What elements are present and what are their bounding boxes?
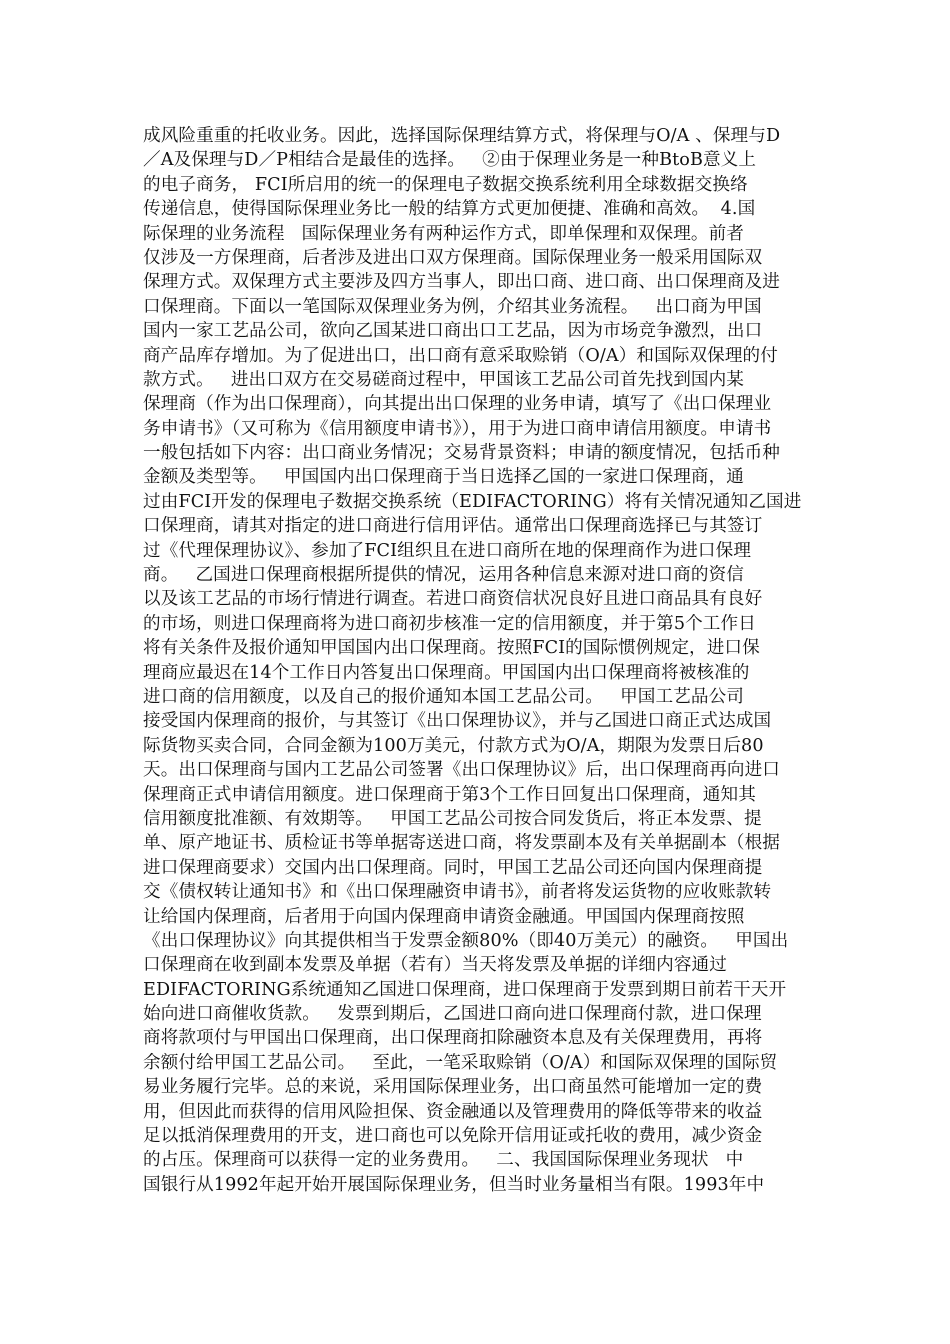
text-line: 《出口保理协议》向其提供相当于发票金额80%（即40万美元）的融资。 甲国出 [143, 930, 789, 951]
text-line: 国银行从1992年起开始开展国际保理业务，但当时业务量相当有限。1993年中 [143, 1174, 765, 1195]
text-line: 单、原产地证书、质检证书等单据寄送进口商，将发票副本及有关单据副本（根据 [143, 833, 780, 854]
text-line: 际保理的业务流程 国际保理业务有两种运作方式，即单保理和双保理。前者 [143, 223, 744, 244]
text-line: 口保理商。下面以一笔国际双保理业务为例，介绍其业务流程。 出口商为甲国 [143, 296, 762, 317]
text-line: 将有关条件及报价通知甲国国内出口保理商。按照FCI的国际惯例规定，进口保 [143, 638, 760, 659]
text-line: 余额付给甲国工艺品公司。 至此，一笔采取赊销（O/A）和国际双保理的国际贸 [143, 1052, 778, 1073]
text-line: 商产品库存增加。为了促进出口，出口商有意采取赊销（O/A）和国际双保理的付 [143, 345, 778, 366]
text-line: ／A及保理与D／P相结合是最佳的选择。 ②由于保理业务是一种BtoB意义上 [143, 150, 757, 171]
text-line: 商将款项付与甲国出口保理商，出口保理商扣除融资本息及有关保理费用，再将 [143, 1028, 763, 1049]
text-line: 过由FCI开发的保理电子数据交换系统（EDIFACTORING）将有关情况通知乙国进 [143, 491, 802, 512]
text-line: 以及该工艺品的市场行情进行调查。若进口商资信状况良好且进口商品具有良好 [143, 589, 763, 610]
text-line: 让给国内保理商，后者用于向国内保理商申请资金融通。甲国国内保理商按照 [143, 906, 745, 927]
text-line: 的电子商务， FCI所启用的统一的保理电子数据交换系统利用全球数据交换络 [143, 174, 748, 195]
text-line: 金额及类型等。 甲国国内出口保理商于当日选择乙国的一家进口保理商，通 [143, 467, 744, 488]
text-line: 接受国内保理商的报价，与其签订《出口保理协议》，并与乙国进口商正式达成国 [143, 711, 772, 732]
text-line: 易业务履行完毕。总的来说，采用国际保理业务，出口商虽然可能增加一定的费 [143, 1077, 763, 1098]
text-line: 际货物买卖合同，合同金额为100万美元，付款方式为O/A，期限为发票日后80 [143, 735, 764, 756]
text-line: 交《债权转让通知书》和《出口保理融资申请书》，前者将发运货物的应收账款转 [143, 882, 772, 903]
text-line: 口保理商，请其对指定的进口商进行信用评估。通常出口保理商选择已与其签订 [143, 516, 763, 537]
text-line: 成风险重重的托收业务。因此，选择国际保理结算方式，将保理与O/A 、保理与D [143, 126, 781, 146]
text-line: 的占压。保理商可以获得一定的业务费用。 二、我国国际保理业务现状 中 [143, 1150, 744, 1171]
text-line: 的市场，则进口保理商将为进口商初步核准一定的信用额度，并于第5个工作日 [143, 613, 756, 634]
text-line: 用，但因此而获得的信用风险担保、资金融通以及管理费用的降低等带来的收益 [143, 1101, 763, 1122]
text-line: 天。出口保理商与国内工艺品公司签署《出口保理协议》后，出口保理商再向进口 [143, 760, 780, 781]
text-line: 国内一家工艺品公司，欲向乙国某进口商出口工艺品，因为市场竞争激烈，出口 [143, 321, 763, 342]
text-line: 一般包括如下内容：出口商业务情况；交易背景资料；申请的额度情况，包括币种 [143, 443, 780, 464]
text-line: 款方式。 进出口双方在交易磋商过程中，甲国该工艺品公司首先找到国内某 [143, 369, 744, 390]
text-line: 务申请书》（又可称为《信用额度申请书》），用于为进口商申请信用额度。申请书 [143, 418, 772, 439]
text-line: 口保理商在收到副本发票及单据（若有）当天将发票及单据的详细内容通过 [143, 955, 727, 976]
body-text [143, 124, 813, 1197]
text-line: 仅涉及一方保理商，后者涉及进出口双方保理商。国际保理业务一般采用国际双 [143, 247, 763, 268]
text-line: 过《代理保理协议》、参加了FCI组织且在进口商所在地的保理商作为进口保理 [143, 540, 752, 561]
text-line: EDIFACTORING系统通知乙国进口保理商，进口保理商于发票到期日前若干天开 [143, 979, 787, 1000]
text-line: 保理方式。双保理方式主要涉及四方当事人，即出口商、进口商、出口保理商及进 [143, 272, 780, 293]
text-line: 保理商正式申请信用额度。进口保理商于第3个工作日回复出口保理商，通知其 [143, 784, 756, 805]
text-line: 商。 乙国进口保理商根据所提供的情况，运用各种信息来源对进口商的资信 [143, 565, 744, 586]
text-line: 保理商（作为出口保理商），向其提出出口保理的业务申请，填写了《出口保理业 [143, 394, 772, 415]
text-line: 传递信息，使得国际保理业务比一般的结算方式更加便捷、准确和高效。 4.国 [143, 199, 756, 220]
text-line: 信用额度批准额、有效期等。 甲国工艺品公司按合同发货后，将正本发票、提 [143, 808, 762, 829]
text-line: 进口商的信用额度，以及自己的报价通知本国工艺品公司。 甲国工艺品公司 [143, 686, 744, 707]
text-line: 足以抵消保理费用的开支，进口商也可以免除开信用证或托收的费用，减少资金 [143, 1126, 763, 1147]
text-line: 理商应最迟在14个工作日内答复出口保理商。甲国国内出口保理商将被核准的 [143, 662, 750, 683]
text-line: 始向进口商催收货款。 发票到期后，乙国进口商向进口保理商付款，进口保理 [143, 1004, 762, 1025]
text-line: 进口保理商要求）交国内出口保理商。同时，甲国工艺品公司还向国内保理商提 [143, 857, 763, 878]
